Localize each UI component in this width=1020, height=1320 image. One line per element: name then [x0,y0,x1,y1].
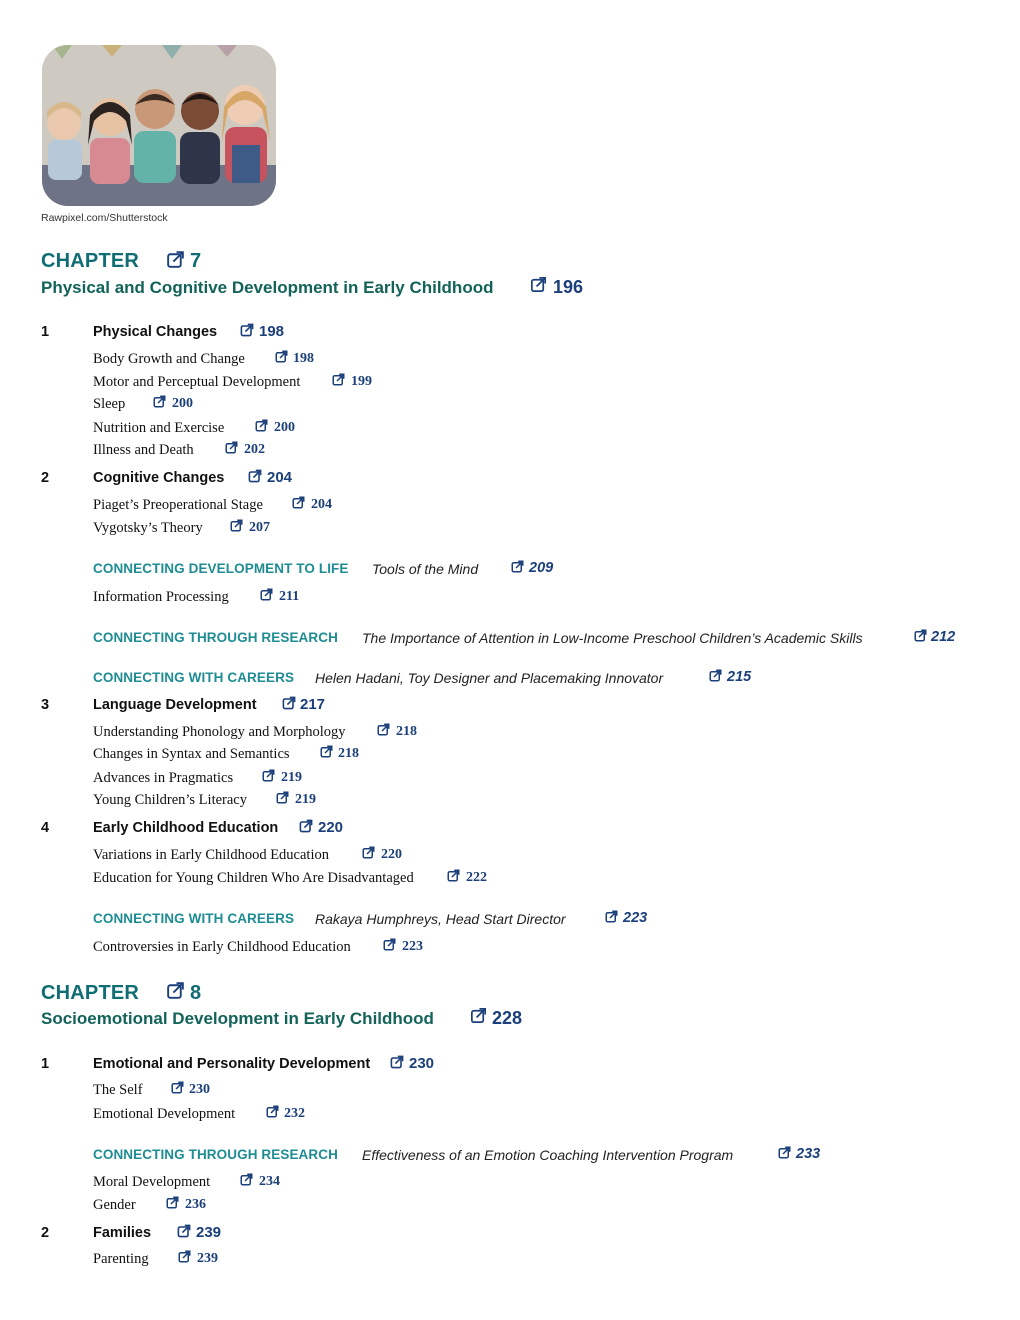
section-title[interactable]: Cognitive Changes [93,470,225,486]
external-link-icon[interactable] [382,937,397,957]
feature-page-number[interactable]: 233 [796,1146,821,1162]
external-link-icon[interactable] [331,372,346,392]
section-number: 4 [41,820,50,836]
external-link-icon[interactable] [224,440,239,460]
subtopic-title[interactable]: Nutrition and Exercise [93,420,225,436]
external-link-icon[interactable] [913,628,928,648]
chapter-label: CHAPTER [41,250,140,272]
section-page-number[interactable]: 204 [267,469,293,486]
external-link-icon[interactable] [239,1172,254,1192]
children-photo-illustration [42,45,276,206]
external-link-icon[interactable] [254,418,269,438]
external-link-icon[interactable] [261,768,276,788]
subtopic-title[interactable]: Information Processing [93,589,229,605]
section-number: 3 [41,697,50,713]
chapter-page-number[interactable]: 196 [553,277,584,297]
subtopic-page-number[interactable]: 219 [281,770,302,785]
section-page-number[interactable]: 217 [300,696,326,713]
external-link-icon[interactable] [229,518,244,538]
external-link-icon[interactable] [259,587,274,607]
external-link-icon[interactable] [446,868,461,888]
external-link-icon[interactable] [165,1195,180,1215]
feature-label: CONNECTING DEVELOPMENT TO LIFE [93,561,349,576]
feature-title[interactable]: The Importance of Attention in Low-Income Preschool Children’s Academic Skills [362,630,863,646]
external-link-icon[interactable] [274,349,289,369]
subtopic-page-number[interactable]: 232 [284,1106,305,1121]
subtopic-title[interactable]: The Self [93,1082,143,1098]
section-page-number[interactable]: 239 [196,1224,222,1241]
subtopic-page-number[interactable]: 236 [185,1197,206,1212]
subtopic-page-number[interactable]: 219 [295,792,316,807]
subtopic-title[interactable]: Body Growth and Change [93,351,245,367]
subtopic-page-number[interactable]: 199 [351,374,372,389]
external-link-icon[interactable] [247,468,263,489]
subtopic-page-number[interactable]: 204 [311,497,332,512]
external-link-icon[interactable] [170,1080,185,1100]
external-link-icon[interactable] [176,1223,192,1244]
subtopic-title[interactable]: Moral Development [93,1174,211,1190]
external-link-icon[interactable] [777,1145,792,1165]
feature-label: CONNECTING WITH CAREERS [93,911,295,926]
subtopic-page-number[interactable]: 220 [381,847,402,862]
feature-label: CONNECTING WITH CAREERS [93,670,295,685]
subtopic-page-number[interactable]: 200 [274,420,295,435]
section-title[interactable]: Physical Changes [93,324,218,340]
section-page-number[interactable]: 230 [409,1055,435,1072]
external-link-icon[interactable] [177,1249,192,1269]
feature-title[interactable]: Rakaya Humphreys, Head Start Director [315,911,566,927]
subtopic-title[interactable]: Sleep [93,396,126,412]
chapter-label: CHAPTER [41,982,140,1004]
external-link-icon[interactable] [165,980,186,1006]
external-link-icon[interactable] [298,818,314,839]
subtopic-page-number[interactable]: 223 [402,939,423,954]
external-link-icon[interactable] [319,744,334,764]
feature-page-number[interactable]: 223 [623,910,648,926]
subtopic-title[interactable]: Parenting [93,1251,149,1267]
subtopic-title[interactable]: Advances in Pragmatics [93,770,234,786]
subtopic-title[interactable]: Controversies in Early Childhood Education [93,939,351,955]
subtopic-title[interactable]: Gender [93,1197,136,1213]
cover-photo-children [42,45,276,206]
subtopic-page-number[interactable]: 218 [338,746,359,761]
external-link-icon[interactable] [529,275,548,299]
external-link-icon[interactable] [165,249,186,275]
external-link-icon[interactable] [281,695,297,716]
chapter-number: 8 [190,982,202,1004]
section-title[interactable]: Language Development [93,697,257,713]
chapter-number: 7 [190,250,202,272]
feature-label: CONNECTING THROUGH RESEARCH [93,1147,338,1162]
chapter-title[interactable]: Socioemotional Development in Early Childhood [41,1009,434,1028]
external-link-icon[interactable] [469,1006,488,1030]
subtopic-page-number[interactable]: 230 [189,1082,210,1097]
subtopic-title[interactable]: Changes in Syntax and Semantics [93,746,290,762]
feature-title[interactable]: Helen Hadani, Toy Designer and Placemaking Innovator [315,670,664,686]
external-link-icon[interactable] [708,668,723,688]
subtopic-page-number[interactable]: 198 [293,351,314,366]
external-link-icon[interactable] [275,790,290,810]
photo-credit: Rawpixel.com/Shutterstock [41,212,168,224]
feature-page-number[interactable]: 212 [931,629,956,645]
section-title[interactable]: Emotional and Personality Development [93,1056,371,1072]
external-link-icon[interactable] [291,495,306,515]
external-link-icon[interactable] [389,1054,405,1075]
subtopic-page-number[interactable]: 207 [249,520,270,535]
subtopic-title[interactable]: Variations in Early Childhood Education [93,847,329,863]
external-link-icon[interactable] [361,845,376,865]
external-link-icon[interactable] [510,559,525,579]
subtopic-title[interactable]: Emotional Development [93,1106,236,1122]
external-link-icon[interactable] [152,394,167,414]
subtopic-title[interactable]: Young Children’s Literacy [93,792,247,808]
section-page-number[interactable]: 220 [318,819,344,836]
feature-page-number[interactable]: 215 [727,669,752,685]
subtopic-title[interactable]: Vygotsky’s Theory [93,520,203,536]
section-title[interactable]: Families [93,1225,152,1241]
subtopic-title[interactable]: Piaget’s Preoperational Stage [93,497,263,513]
subtopic-page-number[interactable]: 202 [244,442,265,457]
feature-title[interactable]: Effectiveness of an Emotion Coaching Intervention Program [362,1147,734,1163]
chapter-page-number[interactable]: 228 [492,1008,523,1028]
subtopic-page-number[interactable]: 239 [197,1251,218,1266]
subtopic-title[interactable]: Understanding Phonology and Morphology [93,724,346,740]
section-number: 1 [41,1056,50,1072]
external-link-icon[interactable] [265,1104,280,1124]
section-title[interactable]: Early Childhood Education [93,820,279,836]
subtopic-page-number[interactable]: 234 [259,1174,280,1189]
feature-page-number[interactable]: 209 [529,560,554,576]
subtopic-title[interactable]: Education for Young Children Who Are Disadvantaged [93,870,414,886]
section-page-number[interactable]: 198 [259,323,285,340]
subtopic-page-number[interactable]: 222 [466,870,487,885]
chapter-title[interactable]: Physical and Cognitive Development in Early Childhood [41,278,494,297]
subtopic-page-number[interactable]: 200 [172,396,193,411]
subtopic-title[interactable]: Illness and Death [93,442,194,458]
section-number: 1 [41,324,50,340]
section-number: 2 [41,1225,50,1241]
feature-label: CONNECTING THROUGH RESEARCH [93,630,338,645]
section-number: 2 [41,470,50,486]
feature-title[interactable]: Tools of the Mind [372,561,479,577]
external-link-icon[interactable] [376,722,391,742]
external-link-icon[interactable] [239,322,255,343]
subtopic-page-number[interactable]: 211 [279,589,300,604]
subtopic-title[interactable]: Motor and Perceptual Development [93,374,301,390]
subtopic-page-number[interactable]: 218 [396,724,417,739]
external-link-icon[interactable] [604,909,619,929]
